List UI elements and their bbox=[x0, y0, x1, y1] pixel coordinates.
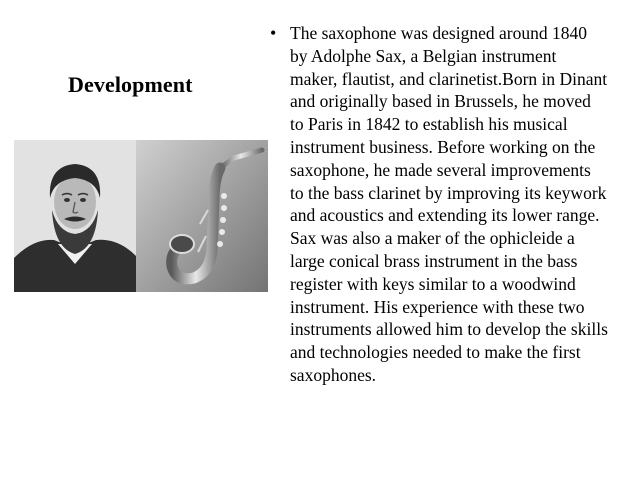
saxophone-photo-icon bbox=[136, 140, 268, 292]
bullet-list bbox=[268, 22, 608, 387]
bullet-dot-icon: • bbox=[270, 23, 277, 43]
bullet-text: The saxophone was designed around 1840 by Adolphe Sax, a Belgian instrument maker, flautist, and clarinetist.Born in Dinant and originally based in Brussels, he moved to Paris in 1842 to establish his musical instrument business. Before working on the saxophone, he made several improvements to the bass clarinet by improving its keywork and acoustics and extending its lower range. Sax was also a maker of the ophicleide a large conical brass instrument in the bass register with keys similar to a woodwind instrument. His experience with these two instruments allowed him to develop the skills and technologies needed to make the first saxophones. bbox=[290, 23, 608, 385]
portrait-photo-icon bbox=[14, 140, 136, 292]
bullet-item bbox=[270, 22, 608, 387]
slide-title: Development bbox=[68, 72, 193, 97]
image-panel bbox=[14, 140, 268, 292]
